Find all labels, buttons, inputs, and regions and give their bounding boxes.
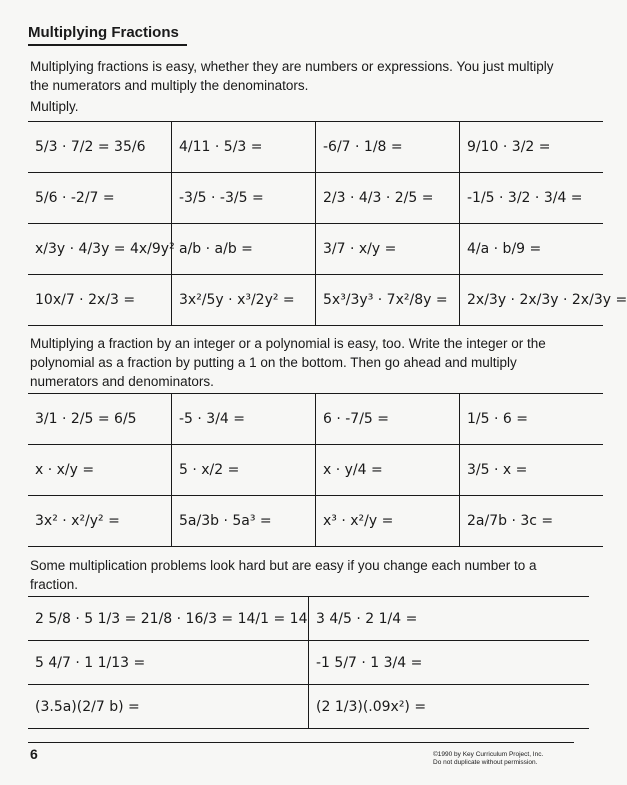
page-number: 6 bbox=[30, 746, 38, 762]
section2-problem-grid bbox=[28, 393, 603, 547]
footer-divider bbox=[28, 742, 574, 743]
problem-cell: 3/1 · 2/5 = 6/5 bbox=[28, 394, 172, 445]
problem-cell: 5x³/3y³ · 7x²/8y = bbox=[316, 275, 460, 326]
problem-cell: 6 · -7/5 = bbox=[316, 394, 460, 445]
problem-cell: x · y/4 = bbox=[316, 445, 460, 496]
title-underline bbox=[28, 44, 187, 46]
intro-text: Multiplying fractions is easy, whether they are numbers or expressions. You just multiply the numerators and multiply the denominators. bbox=[30, 59, 554, 93]
section2-intro-text: Multiplying a fraction by an integer or a polynomial is easy, too. Write the integer or the polynomial as a fraction by putting a 1 on the bottom. Then go ahead and multiply numerators and denominators. bbox=[30, 336, 546, 389]
problem-cell: 3/7 · x/y = bbox=[316, 224, 460, 275]
problem-cell: 5 · x/2 = bbox=[172, 445, 316, 496]
copyright-notice bbox=[433, 751, 543, 767]
problem-cell: 10x/7 · 2x/3 = bbox=[28, 275, 172, 326]
problem-cell: x³ · x²/y = bbox=[316, 496, 460, 547]
problem-cell: 5a/3b · 5a³ = bbox=[172, 496, 316, 547]
copyright-line: ©1990 by Key Curriculum Project, Inc. bbox=[433, 751, 544, 758]
problem-cell: (2 1/3)(.09x²) = bbox=[309, 685, 590, 729]
problem-cell: 3/5 · x = bbox=[460, 445, 604, 496]
problem-cell: 2x/3y · 2x/3y · 2x/3y = bbox=[460, 275, 604, 326]
problem-cell: 4/11 · 5/3 = bbox=[172, 122, 316, 173]
problem-cell: 2a/7b · 3c = bbox=[460, 496, 604, 547]
problem-cell: 3 4/5 · 2 1/4 = bbox=[309, 597, 590, 641]
section3-intro-text: Some multiplication problems look hard but are easy if you change each number to a fraction. bbox=[30, 558, 537, 592]
problem-cell: 4/a · b/9 = bbox=[460, 224, 604, 275]
page-title: Multiplying Fractions bbox=[28, 24, 179, 41]
problem-cell: 2 5/8 · 5 1/3 = 21/8 · 16/3 = 14/1 = 14 bbox=[28, 597, 309, 641]
section1-problem-grid bbox=[28, 121, 627, 326]
problem-cell: (3.5a)(2/7 b) = bbox=[28, 685, 309, 729]
problem-cell: -5 · 3/4 = bbox=[172, 394, 316, 445]
problem-cell: 5 4/7 · 1 1/13 = bbox=[28, 641, 309, 685]
problem-cell: x · x/y = bbox=[28, 445, 172, 496]
multiply-label: Multiply. bbox=[30, 99, 79, 114]
problem-cell: x/3y · 4/3y = 4x/9y² bbox=[28, 224, 172, 275]
problem-cell: -1/5 · 3/2 · 3/4 = bbox=[460, 173, 604, 224]
problem-cell: -1 5/7 · 1 3/4 = bbox=[309, 641, 590, 685]
section3-problem-grid bbox=[28, 596, 589, 729]
problem-cell: 3x² · x²/y² = bbox=[28, 496, 172, 547]
problem-cell: 5/6 · -2/7 = bbox=[28, 173, 172, 224]
problem-cell: 2/3 · 4/3 · 2/5 = bbox=[316, 173, 460, 224]
problem-cell: 3x²/5y · x³/2y² = bbox=[172, 275, 316, 326]
problem-cell: 9/10 · 3/2 = bbox=[460, 122, 604, 173]
problem-cell: 5/3 · 7/2 = 35/6 bbox=[28, 122, 172, 173]
copyright-line: Do not duplicate without permission. bbox=[433, 759, 538, 766]
problem-cell: a/b · a/b = bbox=[172, 224, 316, 275]
problem-cell: -6/7 · 1/8 = bbox=[316, 122, 460, 173]
problem-cell: -3/5 · -3/5 = bbox=[172, 173, 316, 224]
problem-cell: 1/5 · 6 = bbox=[460, 394, 604, 445]
